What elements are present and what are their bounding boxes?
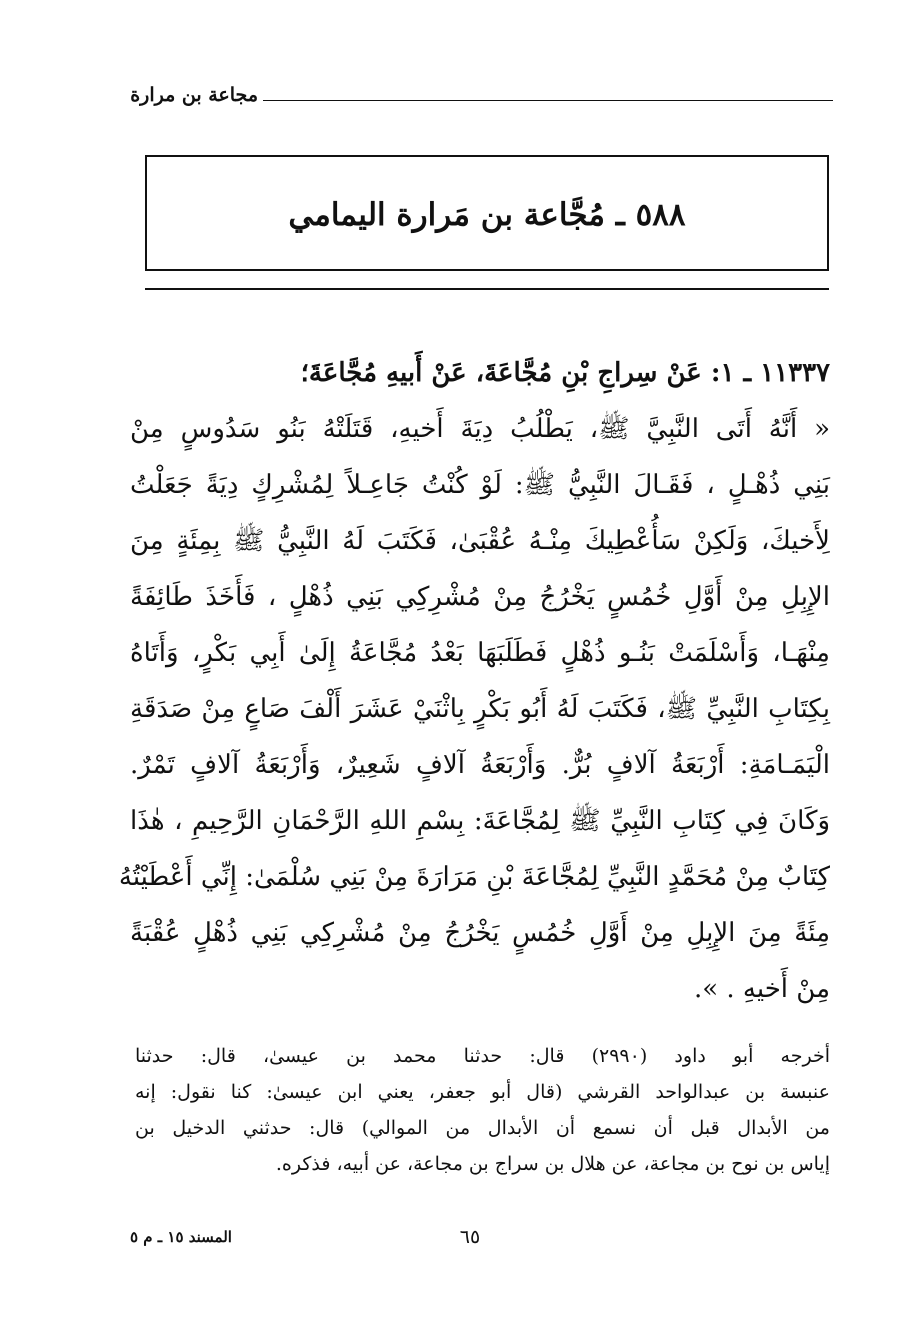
hadith-line: مِنْ أَخيهِ . ». [693, 974, 830, 1004]
heading-box [145, 155, 829, 271]
hadith-text [118, 345, 830, 1017]
hadith-line: الْيَمَـامَةِ: أَرْبَعَةُ آلافٍ بُرٌّ. وَأَرْبَعَةُ آلافٍ شَعِيرٌ، وَأَرْبَعَةُ آلافٍ تَمْرٌ. [130, 750, 830, 780]
hadith-line: الإِبِلِ مِنْ أَوَّلِ خُمُسٍ يَخْرُجُ مِنْ مُشْرِكِي بَنِي ذُهْلٍ ، فَأَخَذَ طَائِفَةً [130, 582, 830, 612]
hadith-line: لِأَخيكَ، وَلَكِنْ سَأُعْطِيكَ مِنْـهُ عُقْبَىٰ، فَكَتَبَ لَهُ النَّبِيُّ ﷺ بِمِئَةٍ مِنَ [130, 526, 830, 556]
takhrij-line: إياس بن نوح بن مجاعة، عن هلال بن سراج بن مجاعة، عن أبيه، فذكره. [275, 1153, 830, 1175]
hadith-line: بِكِتَابِ النَّبِيِّ ﷺ، فَكَتَبَ لَهُ أَبُو بَكْرٍ بِاثْنَيْ عَشَرَ أَلْفَ صَاعٍ مِنْ صَدَقَةِ [130, 694, 830, 724]
page-number: ٦٥ [459, 1226, 481, 1248]
running-header-title: مجاعة بن مرارة [130, 84, 258, 106]
heading-rule [145, 288, 829, 290]
signature-mark: المسند ١٥ ـ م ٥ [130, 1228, 232, 1246]
heading-title: ٥٨٨ ـ مُجَّاعة بن مَرارة اليمامي [288, 197, 686, 233]
running-header [130, 84, 833, 114]
hadith-line: مِنْهَـا، وَأَسْلَمَتْ بَنُـو ذُهْلٍ فَطَلَبَهَا بَعْدُ مُجَّاعَةُ إِلَىٰ أَبِي بَكْرٍ، وَأَتَاهُ [130, 638, 830, 668]
hadith-line: كِتَابٌ مِنْ مُحَمَّدٍ النَّبِيِّ لِمُجَّاعَةَ بْنِ مَرَارَةَ مِنْ بَنِي سُلْمَىٰ: إِنِّي أَعْطَيْتُهُ [118, 862, 830, 892]
hadith-line: وَكَانَ فِي كِتَابِ النَّبِيِّ ﷺ لِمُجَّاعَةَ: بِسْمِ اللهِ الرَّحْمَانِ الرَّحِيمِ ، هٰذَا [130, 806, 830, 836]
hadith-line: بَنِي ذُهْـلٍ ، فَقَـالَ النَّبِيُّ ﷺ: لَوْ كُنْتُ جَاعِـلاً لِمُشْرِكٍ دِيَةً جَعَلْتُ [130, 470, 830, 500]
hadith-line: مِئَةً مِنَ الإِبِلِ مِنْ أَوَّلِ خُمُسٍ يَخْرُجُ مِنْ مُشْرِكِي بَنِي ذُهْلٍ عُقْبَةً [130, 918, 830, 948]
hadith-line: ١١٣٣٧ ـ ١: عَنْ سِراجِ بْنِ مُجَّاعَةَ، عَنْ أَبيهِ مُجَّاعَةَ؛ [300, 358, 830, 388]
takhrij-line: عنبسة بن عبدالواحد القرشي (قال أبو جعفر، يعني ابن عيسىٰ: كنا نقول: إنه [135, 1081, 830, 1103]
header-rule [263, 100, 833, 101]
takhrij-note [135, 1038, 830, 1182]
hadith-line: « أَنَّهُ أَتَى النَّبِيَّ ﷺ، يَطْلُبُ دِيَةَ أَخيهِ، قَتَلَتْهُ بَنُو سَدُوسٍ مِنْ [130, 414, 830, 444]
takhrij-line: أخرجه أبو داود (٢٩٩٠) قال: حدثنا محمد بن عيسىٰ، قال: حدثنا [135, 1045, 830, 1067]
takhrij-line: من الأبدال قبل أن نسمع أن الأبدال من الموالي) قال: حدثني الدخيل بن [135, 1117, 830, 1139]
